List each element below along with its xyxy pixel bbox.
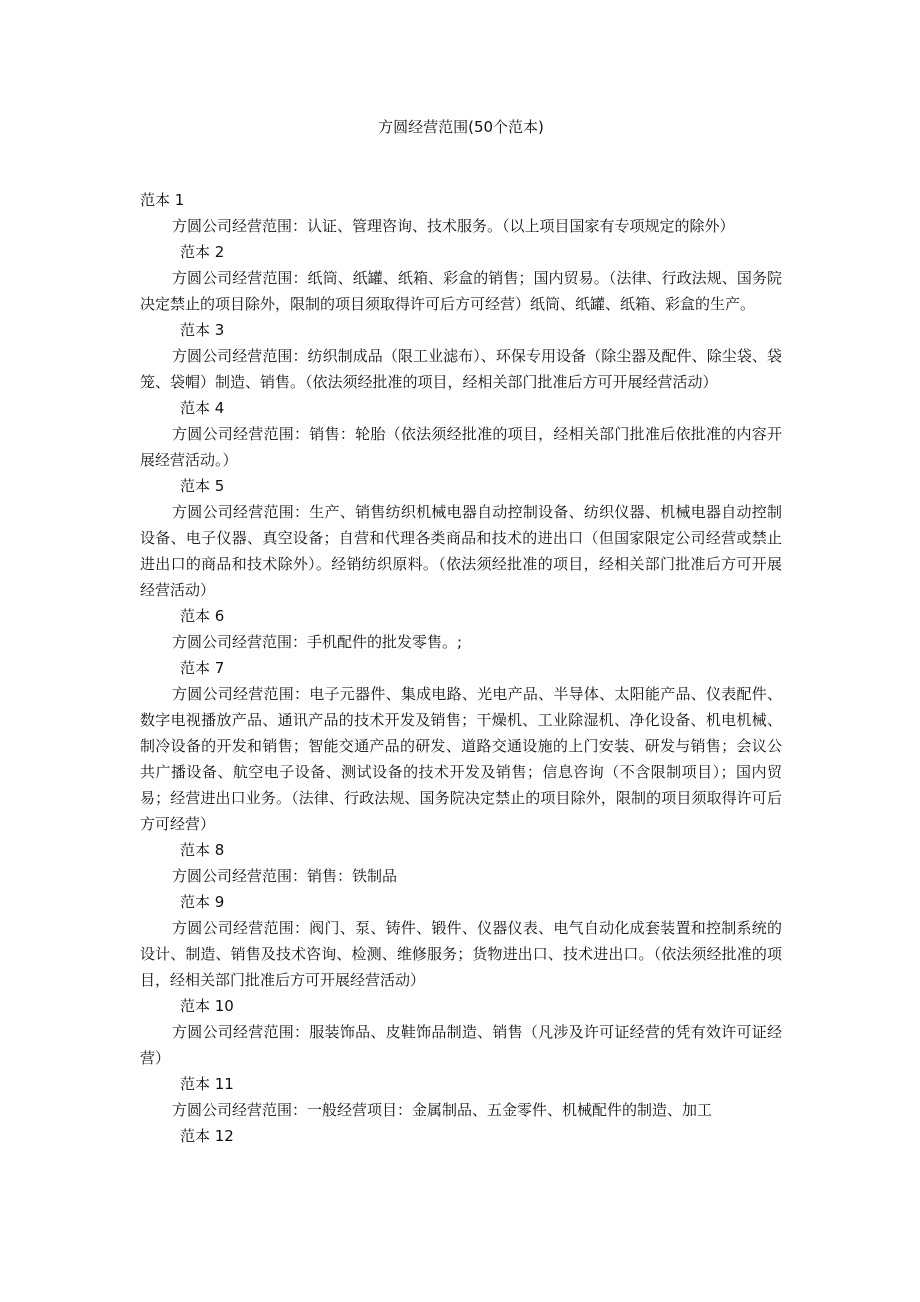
document-body	[140, 187, 782, 1149]
section-heading: 范本 10	[180, 997, 234, 1015]
section-text: 方圆公司经营范围：纸筒、纸罐、纸箱、彩盒的销售；国内贸易。（法律、行政法规、国务院决定禁止的项目除外，限制的项目须取得许可后方可经营）纸筒、纸罐、纸箱、彩盒的生产。	[140, 269, 782, 313]
section-text: 方圆公司经营范围：手机配件的批发零售。;	[172, 633, 463, 651]
section-text: 方圆公司经营范围：电子元器件、集成电路、光电产品、半导体、太阳能产品、仪表配件、数字电视播放产品、通讯产品的技术开发及销售；干燥机、工业除湿机、净化设备、机电机械、制冷设备的开发和销售；智能交通产品的研发、道路交通设施的上门安装、研发与销售；会议公共广播设备、航空电子设备、测试设备的技术开发及销售；信息咨询（不含限制项目）；国内贸易；经营进出口业务。（法律、行政法规、国务院决定禁止的项目除外，限制的项目须取得许可后方可经营）	[140, 685, 782, 833]
section-heading: 范本 2	[180, 243, 225, 261]
section-heading: 范本 12	[180, 1127, 234, 1145]
section-text: 方圆公司经营范围：服装饰品、皮鞋饰品制造、销售（凡涉及许可证经营的凭有效许可证经营）	[140, 1023, 782, 1067]
section-heading: 范本 4	[180, 399, 225, 417]
section-heading: 范本 6	[180, 607, 225, 625]
section-heading: 范本 5	[180, 477, 225, 495]
section-text: 方圆公司经营范围：销售：铁制品	[172, 867, 398, 885]
section-text: 方圆公司经营范围：生产、销售纺织机械电器自动控制设备、纺织仪器、机械电器自动控制设备、电子仪器、真空设备；自营和代理各类商品和技术的进出口（但国家限定公司经营或禁止进出口的商品和技术除外）。经销纺织原料。（依法须经批准的项目，经相关部门批准后方可开展经营活动）	[140, 503, 782, 599]
section-text: 方圆公司经营范围：认证、管理咨询、技术服务。（以上项目国家有专项规定的除外）	[172, 217, 735, 235]
section-heading: 范本 1	[140, 191, 185, 209]
document-title: 方圆经营范围(50个范本)	[378, 118, 544, 136]
section-text: 方圆公司经营范围：销售：轮胎（依法须经批准的项目，经相关部门批准后依批准的内容开展经营活动。）	[140, 425, 782, 469]
section-heading: 范本 7	[180, 659, 225, 677]
section-text: 方圆公司经营范围：阀门、泵、铸件、锻件、仪器仪表、电气自动化成套装置和控制系统的设计、制造、销售及技术咨询、检测、维修服务；货物进出口、技术进出口。（依法须经批准的项目，经相关部门批准后方可开展经营活动）	[140, 919, 782, 989]
section-heading: 范本 3	[180, 321, 225, 339]
section-heading: 范本 9	[180, 893, 225, 911]
section-heading: 范本 11	[180, 1075, 234, 1093]
section-text: 方圆公司经营范围：纺织制成品（限工业滤布）、环保专用设备（除尘器及配件、除尘袋、袋笼、袋帽）制造、销售。（依法须经批准的项目，经相关部门批准后方可开展经营活动）	[140, 347, 782, 391]
section-text: 方圆公司经营范围：一般经营项目：金属制品、五金零件、机械配件的制造、加工	[172, 1101, 713, 1119]
section-heading: 范本 8	[180, 841, 225, 859]
